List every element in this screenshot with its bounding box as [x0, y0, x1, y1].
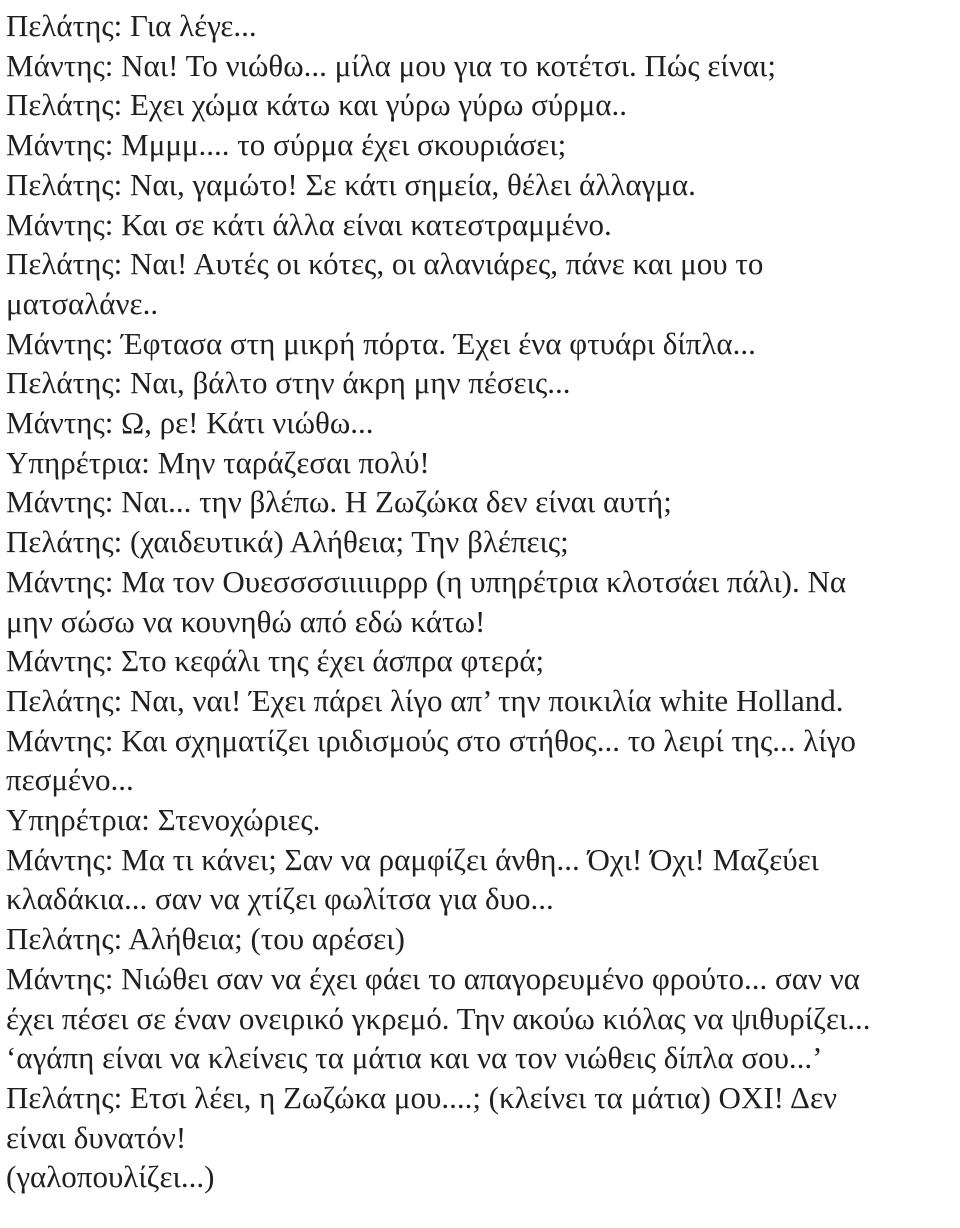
dialogue-line: Πελάτης: Εχει χώμα κάτω και γύρω γύρω σύρμα.. — [6, 87, 627, 123]
dialogue-line: (γαλοπουλίζει...) — [6, 1159, 215, 1195]
dialogue-line: Πελάτης: Για λέγε... — [6, 8, 257, 43]
dialogue-line: Πελάτης: Ετσι λέει, η Ζωζώκα μου....; (κλείνει τα μάτια) ΟΧΙ! Δεν — [6, 1079, 837, 1115]
dialogue-line: Υπηρέτρια: Μην ταράζεσαι πολύ! — [6, 444, 430, 480]
dialogue-line: Πελάτης: Ναι, βάλτο στην άκρη μην πέσεις... — [6, 365, 571, 401]
dialogue-line: Πελάτης: Ναι, γαμώτο! Σε κάτι σημεία, θέλει άλλαγμα. — [6, 166, 696, 202]
dialogue-line: κλαδάκια... σαν να χτίζει φωλίτσα για δυο... — [6, 881, 554, 917]
dialogue-line: Μάντης: Και σε κάτι άλλα είναι κατεστραμμένο. — [6, 206, 612, 242]
dialogue-line: Μάντης: Ναι! Το νιώθω... μίλα μου για το κοτέτσι. Πώς είναι; — [6, 47, 776, 83]
dialogue-line: Πελάτης: Αλήθεια; (του αρέσει) — [6, 921, 405, 957]
dialogue-line: πεσμένο... — [6, 762, 134, 798]
dialogue-line: είναι δυνατόν! — [6, 1119, 187, 1155]
dialogue-line: μην σώσω να κουνηθώ από εδώ κάτω! — [6, 603, 486, 639]
dialogue-line: Μάντης: Στο κεφάλι της έχει άσπρα φτερά; — [6, 643, 545, 679]
dialogue-line: Μάντης: Ναι... την βλέπω. Η Ζωζώκα δεν είναι αυτή; — [6, 484, 672, 520]
dialogue-line: Μάντης: Και σχηματίζει ιριδισμούς στο στήθος... το λειρί της... λίγο — [6, 722, 856, 758]
dialogue-line: Πελάτης: Ναι, ναι! Έχει πάρει λίγο απ’ την ποικιλία white Holland. — [6, 682, 844, 718]
dialogue-line: έχει πέσει σε έναν ονειρικό γκρεμό. Την ακούω κιόλας να ψιθυρίζει... — [6, 1000, 871, 1036]
dialogue-line: Μάντης: Νιώθει σαν να έχει φάει το απαγορευμένο φρούτο... σαν να — [6, 960, 860, 996]
dialogue-line: Μάντης: Μμμμ.... το σύρμα έχει σκουριάσει; — [6, 127, 567, 163]
dialogue-line: Πελάτης: (χαιδευτικά) Αλήθεια; Την βλέπεις; — [6, 524, 569, 560]
dialogue-line: Μάντης: Μα τι κάνει; Σαν να ραμφίζει άνθη... Όχι! Όχι! Μαζεύει — [6, 841, 819, 877]
dialogue-line: ματσαλάνε.. — [6, 285, 159, 321]
dialogue-line: Μάντης: Ω, ρε! Κάτι νιώθω... — [6, 405, 374, 441]
dialogue-line: Πελάτης: Ναι! Αυτές οι κότες, οι αλανιάρες, πάνε και μου το — [6, 246, 764, 282]
dialogue-line: Υπηρέτρια: Στενοχώριες. — [6, 802, 321, 838]
dialogue-line: Μάντης: Έφτασα στη μικρή πόρτα. Έχει ένα φτυάρι δίπλα... — [6, 325, 756, 361]
dialogue-line: Μάντης: Μα τον Ουεσσσσιιιιιρρρ (η υπηρέτρια κλοτσάει πάλι). Να — [6, 563, 847, 599]
dialogue-line: ‘αγάπη είναι να κλείνεις τα μάτια και να τον νιώθεις δίπλα σου...’ — [6, 1040, 823, 1076]
